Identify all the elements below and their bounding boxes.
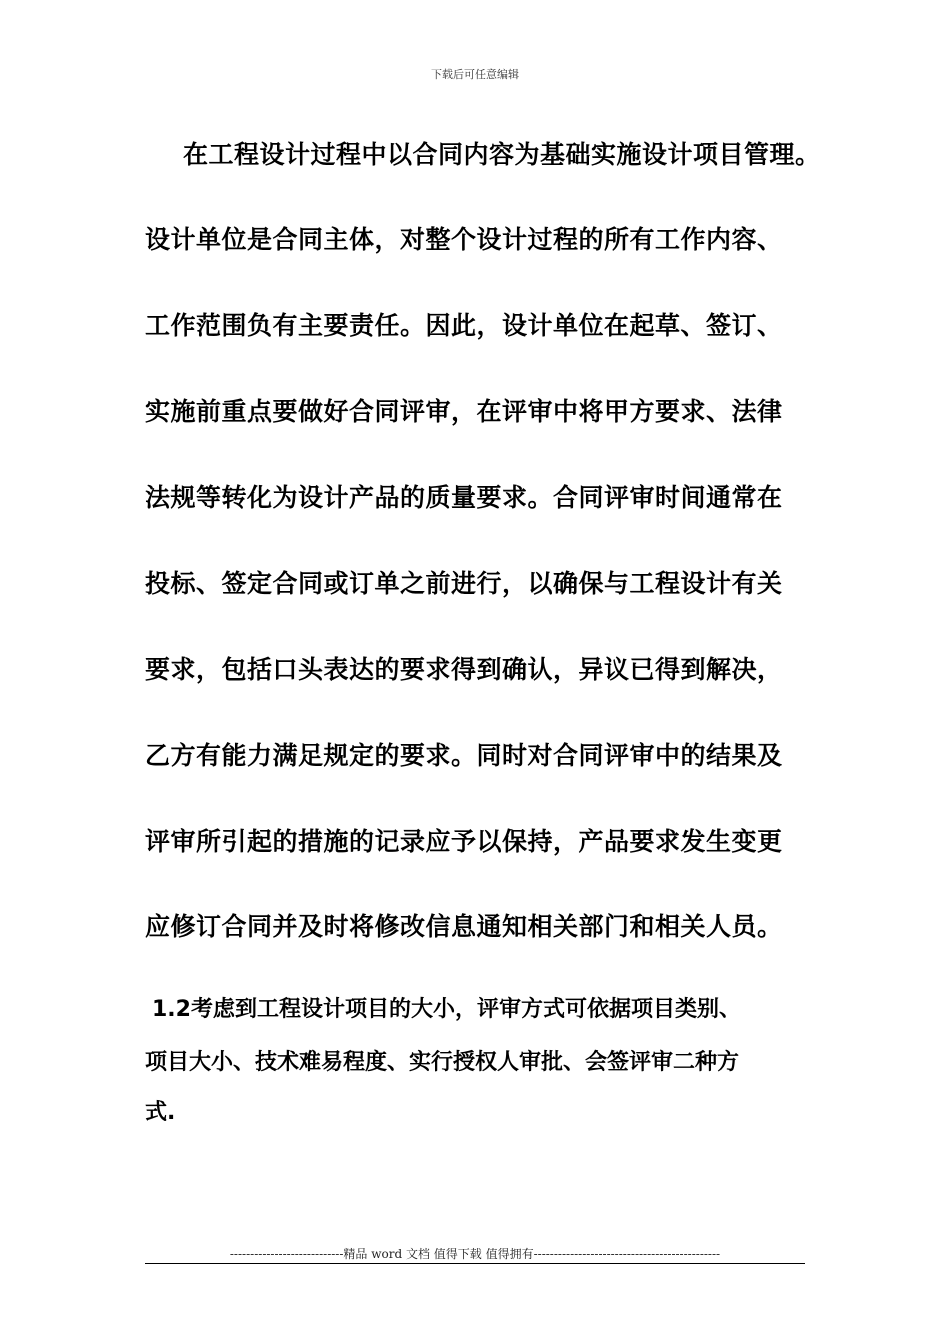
text-line: 要求，包括口头表达的要求得到确认，异议已得到解决， xyxy=(145,655,783,684)
text-line: 乙方有能力满足规定的要求。同时对合同评审中的结果及 xyxy=(145,741,783,770)
text-line: 在工程设计过程中以合同内容为基础实施设计项目管理。 xyxy=(183,140,821,169)
text-line: 应修订合同并及时将修改信息通知相关部门和相关人员。 xyxy=(145,912,783,941)
text-line: 设计单位是合同主体，对整个设计过程的所有工作内容、 xyxy=(145,225,783,254)
text-line: 法规等转化为设计产品的质量要求。合同评审时间通常在 xyxy=(145,483,783,512)
page-header: 下载后可任意编辑 xyxy=(431,68,519,81)
text-line: 工作范围负有主要责任。因此，设计单位在起草、签订、 xyxy=(145,311,783,340)
text-line: 1.2考虑到工程设计项目的大小，评审方式可依据项目类别、 xyxy=(152,997,741,1022)
footer-divider xyxy=(145,1263,805,1264)
text-line: 式. xyxy=(145,1100,176,1125)
page-footer: ----------------------------精品 word 文档 值得下载 值得拥有---------------------------------------------- xyxy=(229,1247,721,1261)
text-line: 项目大小、技术难易程度、实行授权人审批、会签评审二种方 xyxy=(145,1050,740,1075)
text-line: 实施前重点要做好合同评审，在评审中将甲方要求、法律 xyxy=(145,397,783,426)
text-line: 评审所引起的措施的记录应予以保持，产品要求发生变更 xyxy=(145,827,783,856)
text-line: 投标、签定合同或订单之前进行，以确保与工程设计有关 xyxy=(145,569,783,598)
